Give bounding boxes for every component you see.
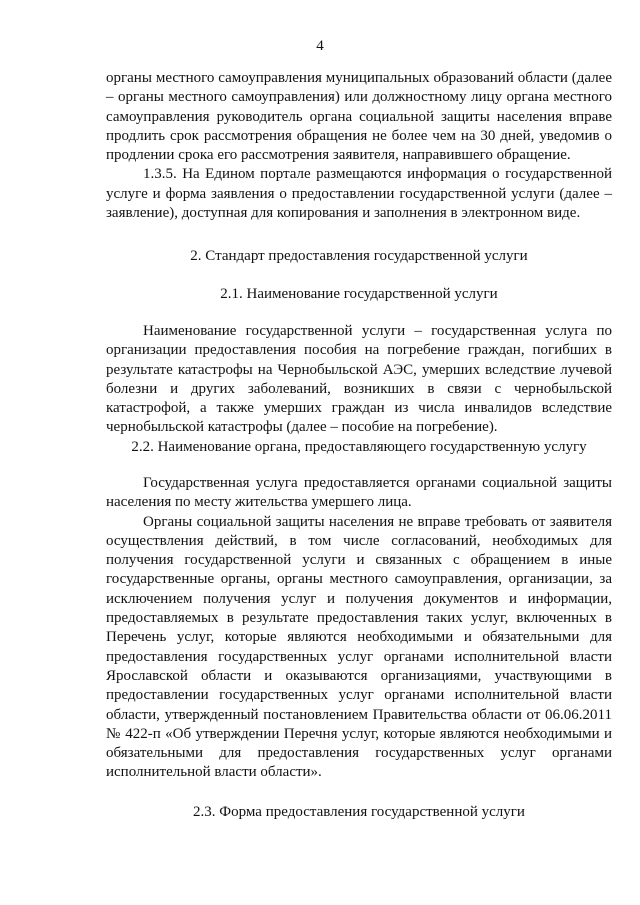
paragraph-provider: Государственная услуга предоставляется органами социальной защиты населения по месту жительства умершего лица. (106, 475, 612, 511)
text-block-providing-body (106, 474, 612, 783)
section-2-heading: 2. Стандарт предоставления государственной услуги (190, 248, 528, 264)
paragraph-1-3-5: 1.3.5. На Едином портале размещаются информация о государственной услуге и форма заявления о предоставлении государственной услуги (далее – заявление), доступная для копирования и заполнения в электронном виде. (106, 166, 612, 222)
section-2-1-heading: 2.1. Наименование государственной услуги (220, 286, 498, 302)
paragraph-restrictions: Органы социальной защиты населения не вправе требовать от заявителя осуществления действий, в том числе согласований, необходимых для получения государственной услуги и связанных с обращением в иные государственные органы, органы местного самоуправления, организации, за исключением получения услуг и получения документов и информации, предоставляемых в результате предоставления таких услуг, включенных в Перечень услуг, которые являются необходимыми и обязательными для предоставления государственных услуг органами исполнительной власти Ярославской области и оказываются организациями, участвующими в предоставлении государственных услуг органами исполнительной власти области, утвержденный постановлением Правительства области от 06.06.2011 № 422-п «Об утверждении Перечня услуг, которые являются необходимыми и обязательными для предоставления государственных услуг органами исполнительной власти области». (106, 513, 612, 781)
section-2-2-heading: 2.2. Наименование органа, предоставляющего государственную услугу (131, 439, 587, 455)
text-block-continuation (106, 69, 612, 223)
text-block-service-name (106, 322, 612, 438)
page-number: 4 (316, 38, 324, 54)
section-2-3-heading: 2.3. Форма предоставления государственной услуги (193, 804, 525, 820)
paragraph-service-name: Наименование государственной услуги – государственная услуга по организации предоставления пособия на погребение граждан, погибших в результате катастрофы на Чернобыльской АЭС, умерших вследствие лучевой болезни и других заболеваний, возникших в связи с чернобыльской катастрофой, а также умерших граждан из числа инвалидов вследствие чернобыльской катастрофы (далее – пособие на погребение). (106, 323, 612, 436)
paragraph-appeal-extension: органы местного самоуправления муниципальных образований области (далее – органы местного самоуправления) или должностному лицу органа местного самоуправления руководитель органа социальной защиты населения вправе продлить срок рассмотрения обращения не более чем на 30 дней, уведомив о продлении срока его рассмотрения заявителя, направившего обращение. (106, 70, 612, 164)
